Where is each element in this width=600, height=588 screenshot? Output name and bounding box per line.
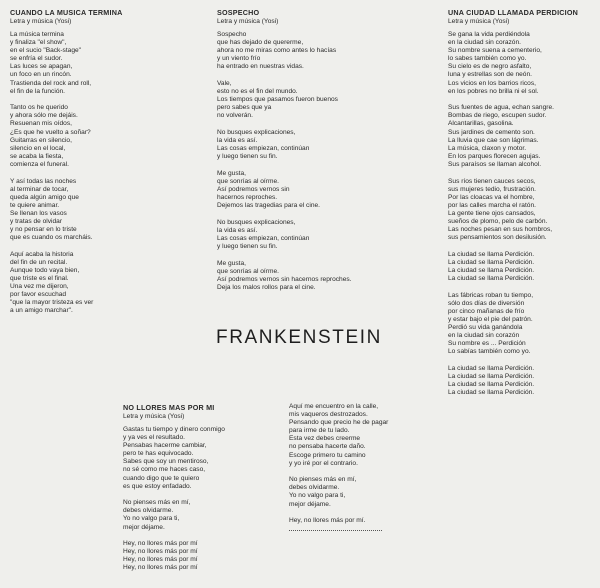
lyric-line: Pensando que precio he de pagar [289, 419, 389, 427]
stanza [217, 31, 352, 71]
stanza [217, 129, 352, 161]
stanza [448, 251, 578, 283]
stanza [217, 80, 352, 120]
lyric-line: La ciudad se llama Perdición. [448, 258, 535, 266]
lyric-line: hacernos reproches. [217, 194, 278, 202]
lyric-line: esto no es el fin del mundo. [217, 88, 298, 96]
song-credit: Letra y música (Yosi) [217, 18, 279, 25]
lyric-line: La ciudad se llama Perdición. [448, 364, 535, 372]
lyric-line: Aunque todo vaya bien, [10, 266, 80, 274]
lyric-line: Yo no valgo para ti, [123, 515, 180, 523]
lyric-line: se enfría el sudor. [10, 55, 63, 63]
dotted-rule [289, 530, 382, 531]
lyric-line: No pienses más en mí, [289, 476, 357, 484]
song-sospecho [217, 8, 352, 292]
lyric-line: Hey, no llores más por mí. [289, 517, 366, 525]
lyric-line: Me gusta, [217, 169, 246, 177]
lyric-line: Así podremos vernos sin [217, 186, 290, 193]
lyric-line: se acaba la fiesta, [10, 152, 64, 160]
lyric-line: pero sabes que ya [217, 104, 272, 112]
lyric-line: Bombas de riego, escupen sudor. [448, 112, 547, 120]
lyric-line: que sonrías al oírme. [217, 267, 279, 275]
lyrics [217, 31, 352, 292]
lyric-line: Las noches pesan en sus hombros, [448, 226, 553, 234]
lyric-line: Escoge primero tu camino [289, 451, 366, 459]
lyric-line: Se gana la vida perdiéndola [448, 31, 530, 38]
lyric-line: Dejemos las tragedias para el cine. [217, 202, 320, 210]
lyric-line: que es cuando os marcháis. [10, 234, 93, 242]
lyric-line: No busques explicaciones, [217, 218, 296, 226]
stanza [10, 251, 122, 316]
lyric-line: para irme de tu lado. [289, 427, 350, 435]
lyric-line: Aquí acaba la historia [10, 250, 74, 258]
lyric-line: y ahora sólo me dejáis. [10, 112, 78, 120]
lyric-line: Sus ríos tienen cauces secos, [448, 177, 536, 185]
stanza [448, 292, 578, 357]
lyric-line: y yo iré por el contrario. [289, 459, 358, 467]
lyric-line: Y así todas las noches [10, 177, 77, 185]
lyric-line: Así podremos vernos sin hacernos reproches. [217, 275, 352, 283]
lyric-line: luna y estrellas son de neón. [448, 71, 532, 79]
lyric-line: Los tiempos que pasamos fueron buenos [217, 96, 338, 104]
lyric-line: Las luces se apagan, [10, 63, 73, 71]
lyric-line: te quiere animar. [10, 201, 60, 209]
lyric-line: En los parques florecen agujas. [448, 152, 541, 160]
stanza [448, 104, 578, 169]
song-cuando-la-musica-termina [10, 8, 122, 316]
lyric-line: Esta vez debes creerme [289, 435, 361, 443]
lyrics [123, 426, 225, 573]
lyric-line: Sospecho [217, 31, 247, 38]
lyric-line: debes olvidarme. [289, 484, 340, 492]
lyric-line: La música termina [10, 31, 64, 38]
lyric-line: silencio en el local, [10, 144, 66, 152]
lyric-line: La gente tiene ojos cansados, [448, 209, 536, 217]
lyric-line: al terminar de tocar, [10, 185, 69, 193]
stanza [123, 499, 225, 531]
lyric-line: La música, claxon y motor. [448, 144, 527, 152]
lyric-line: por las calles marcha el ratón. [448, 201, 536, 209]
lyric-line: Trastienda del rock and roll, [10, 79, 92, 87]
lyric-line: Tanto os he querido [10, 104, 68, 112]
stanza [448, 178, 578, 243]
lyric-line: no pensaba hacerte daño. [289, 443, 366, 451]
lyric-line: sueños de plomo, pelo de carbón. [448, 217, 548, 225]
lyric-line: queda algún amigo que [10, 193, 79, 201]
lyrics [10, 31, 122, 316]
stanza [123, 426, 225, 491]
lyric-line: un foco en un rincón. [10, 71, 72, 79]
lyric-line: Las fábricas roban tu tiempo, [448, 291, 534, 299]
lyric-line: en la ciudad sin corazón. [448, 39, 521, 47]
lyric-line: y tratas de olvidar [10, 217, 63, 225]
lyric-line: Hey, no llores más por mí [123, 556, 198, 564]
song-credit: Letra y música (Yosi) [448, 18, 510, 25]
lyric-line: Sus fuentes de agua, echan sangre. [448, 104, 554, 112]
lyric-line: y un viento frío [217, 55, 261, 63]
song-title: NO LLORES MAS POR MI [123, 403, 215, 412]
lyric-line: Yo no valgo para ti, [289, 492, 346, 500]
lyric-line: que triste es el final. [10, 275, 69, 283]
stanza [10, 178, 122, 243]
lyric-line: Su nombre suena a cementerio, [448, 47, 542, 55]
lyric-line: Una vez me dijeron, [10, 283, 69, 291]
lyric-line: Los vicios en los barrios ricos, [448, 79, 536, 87]
lyric-line: no volverán. [217, 112, 253, 120]
lyric-line: y finaliza "el show", [10, 39, 67, 47]
lyric-line: Sabes que soy un mentiroso, [123, 458, 209, 466]
lyrics [448, 31, 578, 397]
song-credit: Letra y música (Yosi) [10, 18, 72, 25]
lyrics [289, 403, 388, 525]
lyric-line: debes olvidarme. [123, 507, 174, 515]
stanza [289, 476, 388, 508]
lyric-line: sólo dos días de diversión [448, 299, 525, 307]
lyric-line: mis vaqueros destrozados. [289, 411, 368, 419]
lyric-line: ¿Es que he vuelto a soñar? [10, 128, 91, 136]
stanza [217, 170, 352, 210]
lyric-line: y luego tienen su fin. [217, 153, 278, 161]
lyric-line: La ciudad se llama Perdición. [448, 250, 535, 258]
song-una-ciudad-llamada-perdicion [448, 8, 578, 397]
lyric-line: Vale, [217, 79, 232, 87]
lyric-line: a un amigo marchar". [10, 307, 73, 315]
lyric-line: La lluvia que cae son lágrimas. [448, 136, 539, 144]
lyric-line: Me gusta, [217, 259, 246, 267]
lyric-line: Su nombre es ... Perdición [448, 340, 526, 348]
lyric-line: comienza el funeral. [10, 160, 70, 168]
lyric-line: mejor déjame. [289, 500, 331, 508]
stanza [10, 104, 122, 169]
lyric-line: Sus jardines de cemento son. [448, 128, 535, 136]
stanza [10, 31, 122, 96]
lyric-line: del fin de un recital. [10, 258, 68, 266]
lyric-line: y no pensar en lo triste [10, 226, 77, 234]
lyric-line: y luego tienen su fin. [217, 243, 278, 251]
lyric-line: sus mujeres tedio, frustración. [448, 185, 536, 193]
lyric-line: Se llenan los vasos [10, 209, 67, 217]
lyric-line: ahora no me miras como antes lo hacías [217, 47, 337, 55]
lyric-line: La ciudad se llama Perdición. [448, 372, 535, 380]
stanza [217, 219, 352, 251]
stanza [448, 31, 578, 96]
song-no-llores-mas-por-mi-continued [289, 403, 388, 525]
lyric-line: La ciudad se llama Perdición. [448, 389, 535, 397]
lyric-line: La ciudad se llama Perdición. [448, 275, 535, 283]
song-credit: Letra y música (Yosi) [123, 413, 185, 420]
lyric-line: Pensabas hacerme cambiar, [123, 442, 207, 450]
lyric-line: Deja los malos rollos para el cine. [217, 283, 316, 291]
stanza [289, 517, 388, 525]
lyric-line: La ciudad se llama Perdición. [448, 266, 535, 274]
lyric-line: cuando digo que te quiero [123, 474, 200, 482]
lyric-line: el fin de la función. [10, 87, 65, 95]
stanza [217, 260, 352, 292]
lyric-line: la vida es así. [217, 226, 258, 234]
lyric-line: Alcantarillas, gasolina. [448, 120, 514, 128]
lyric-line: en la ciudad sin corazón [448, 332, 520, 340]
lyric-line: en los pobres no brilla ni el sol. [448, 87, 539, 95]
lyric-line: Aquí me encuentro en la calle, [289, 403, 379, 410]
lyric-line: Perdió su vida ganándola [448, 324, 523, 331]
lyric-line: "que la mayor tristeza es ver [10, 299, 94, 307]
lyric-line: Gastas tu tiempo y dinero conmigo [123, 426, 225, 433]
lyric-line: Hey, no llores más por mí [123, 548, 198, 556]
lyric-line: La ciudad se llama Perdición. [448, 381, 535, 389]
lyric-line: no sé como me haces caso, [123, 466, 206, 474]
song-title: SOSPECHO [217, 8, 260, 17]
stanza [289, 403, 388, 468]
lyric-line: ha entrado en nuestras vidas. [217, 63, 304, 71]
lyric-line: No busques explicaciones, [217, 128, 296, 136]
lyric-line: Las cosas empiezan, continúan [217, 145, 310, 153]
lyric-line: lo sabes también como yo. [448, 55, 527, 63]
lyric-line: Las cosas empiezan, continúan [217, 234, 310, 242]
lyric-line: y estar bajo el pie del patrón. [448, 315, 533, 323]
lyric-line: Por las cloacas va el hombre, [448, 193, 535, 201]
stanza [448, 365, 578, 397]
lyric-line: mejor déjame. [123, 523, 165, 531]
lyric-line: pero te has equivocado. [123, 450, 194, 458]
lyric-line: por cinco mañanas de frío [448, 307, 525, 315]
lyric-line: por favor escuchad [10, 291, 67, 299]
lyric-line: Su cielo es de negro asfalto, [448, 63, 532, 71]
lyric-line: sus pensamientos son desilusión. [448, 234, 547, 242]
lyric-line: Hey, no llores más por mí [123, 540, 198, 548]
lyric-line: Resuenan mis oídos, [10, 120, 72, 128]
lyric-line: Hey, no llores más por mí [123, 564, 198, 572]
song-title: CUANDO LA MUSICA TERMINA [10, 8, 123, 17]
lyric-line: Guitarras en silencio, [10, 136, 72, 144]
lyric-line: es que estoy enfadado. [123, 482, 192, 490]
song-title: UNA CIUDAD LLAMADA PERDICION [448, 8, 579, 17]
lyric-line: la vida es así. [217, 137, 258, 145]
lyric-line: Sus paraísos se llaman alcohol. [448, 160, 542, 168]
album-title: FRANKENSTEIN [216, 327, 382, 348]
stanza [123, 540, 225, 572]
lyric-line: No pienses más en mí, [123, 499, 191, 507]
lyric-line: Lo sabías también como yo. [448, 348, 531, 356]
lyric-line: que has dejado de quererme, [217, 39, 304, 47]
lyric-line: y ya ves el resultado. [123, 434, 185, 442]
lyric-line: en el sucio "Back-stage" [10, 47, 82, 55]
lyric-line: que sonrías al oírme. [217, 177, 279, 185]
song-no-llores-mas-por-mi [123, 403, 225, 573]
